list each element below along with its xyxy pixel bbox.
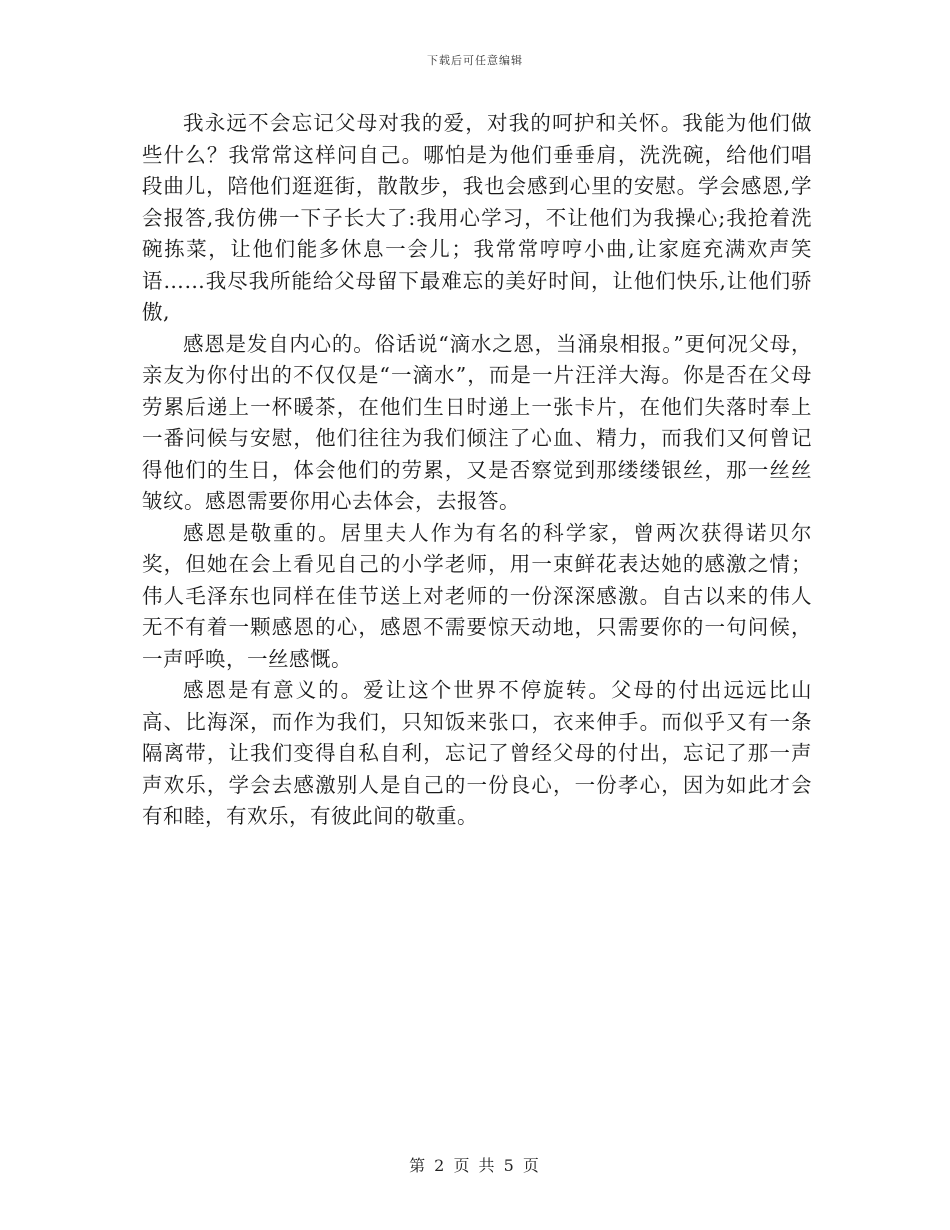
- paragraph-gratitude-to-parents: 我永远不会忘记父母对我的爱，对我的呵护和关怀。我能为他们做些什么？我常常这样问自己。哪怕是为他们垂垂肩，洗洗碗，给他们唱段曲儿，陪他们逛逛街，散散步，我也会感到心里的安慰。学会感恩,学会报答,我仿佛一下子长大了:我用心学习，不让他们为我操心;我抢着洗碗拣菜，让他们能多休息一会儿；我常常哼哼小曲,让家庭充满欢声笑语……我尽我所能给父母留下最难忘的美好时间，让他们快乐,让他们骄傲,: [142, 111, 812, 324]
- paragraph-gratitude-is-meaningful: 感恩是有意义的。爱让这个世界不停旋转。父母的付出远远比山高、比海深，而作为我们，只知饭来张口，衣来伸手。而似乎又有一条隔离带，让我们变得自私自利，忘记了曾经父母的付出，忘记了那一声声欢乐，学会去感激别人是自己的一份良心，一份孝心，因为如此才会有和睦，有欢乐，有彼此间的敬重。: [142, 678, 812, 828]
- paragraph-gratitude-from-heart: 感恩是发自内心的。俗话说“滴水之恩，当涌泉相报。”更何况父母，亲友为你付出的不仅仅是“一滴水”，而是一片汪洋大海。你是否在父母劳累后递上一杯暖茶，在他们生日时递上一张卡片，在他们失落时奉上一番问候与安慰，他们往往为我们倾注了心血、精力，而我们又何曾记得他们的生日，体会他们的劳累，又是否察觉到那缕缕银丝，那一丝丝皱纹。感恩需要你用心去体会，去报答。: [142, 331, 812, 513]
- paragraph-gratitude-is-respect: 感恩是敬重的。居里夫人作为有名的科学家，曾两次获得诺贝尔奖，但她在会上看见自己的小学老师，用一束鲜花表达她的感激之情；伟人毛泽东也同样在佳节送上对老师的一份深深感激。自古以来的伟人无不有着一颗感恩的心，感恩不需要惊天动地，只需要你的一句问候，一声呼唤，一丝感慨。: [142, 520, 812, 671]
- document-body: [142, 108, 812, 833]
- page-header-note: 下载后可任意编辑: [427, 54, 523, 67]
- page-number: 第 2 页 共 5 页: [409, 1156, 541, 1175]
